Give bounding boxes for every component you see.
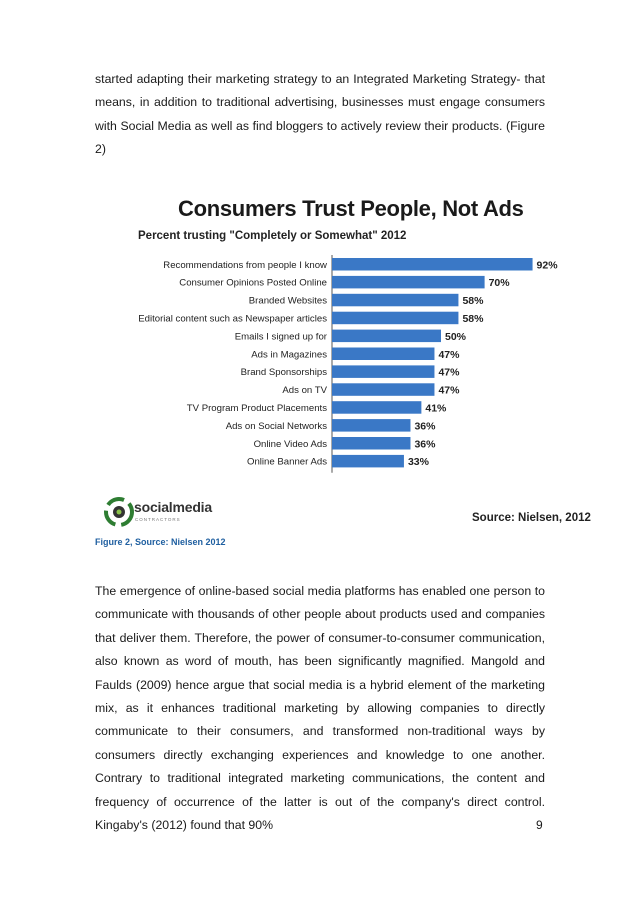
category-label: Ads on Social Networks [225,420,327,432]
bar [332,437,410,450]
category-label: TV Program Product Placements [186,402,327,414]
chart-subtitle: Percent trusting "Completely or Somewhat" 2012 [138,230,407,242]
chart-source: Source: Nielsen, 2012 [472,512,591,524]
body-paragraph-2: The emergence of online-based social media platforms has enabled one person to communicate with thousands of other people about products used and companies that deliver them. Therefore, the power of consumer-to-consumer communication, also known as word of mouth, has been significantly magnified. Mangold and Faulds (2009) hence argue that social media is a hybrid element of the marketing mix, as it enhances traditional marketing by allowing companies to directly communicate to their consumers, and transformed non-traditional ways by consumers directly exchanging experiences and knowledge to one another. Contrary to traditional integrated marketing communications, the content and frequency of occurrence of the latter is out of the company's direct control. Kingaby's (2012) found that 90% [95,584,545,833]
category-label: Online Video Ads [253,438,327,450]
bar [332,419,410,432]
page-number: 9 [536,818,543,832]
category-label: Recommendations from people I know [163,259,327,271]
value-label: 36% [414,420,436,433]
bar [332,365,434,378]
logo-subtext: CONTRACTORS [135,517,181,522]
socialmedia-logo [104,494,224,530]
bar [332,258,533,271]
category-label: Emails I signed up for [234,331,327,343]
category-label: Ads on TV [282,385,327,397]
bar [332,294,458,307]
value-label: 58% [462,312,484,325]
value-label: 47% [438,348,460,361]
bar [332,276,485,289]
value-label: 41% [425,402,447,415]
bar [332,455,404,468]
value-label: 50% [445,330,467,343]
figure-caption: Figure 2, Source: Nielsen 2012 [95,537,226,547]
bar [332,401,421,414]
bar-chart [100,250,580,482]
body-paragraph-1: started adapting their marketing strategy to an Integrated Marketing Strategy- that means, in addition to traditional advertising, businesses must engage consumers with Social Media as well as find bloggers to actively review their products. (Figure 2) [95,72,545,157]
value-label: 47% [438,384,460,397]
category-label: Editorial content such as Newspaper articles [138,313,327,325]
category-label: Brand Sponsorships [240,367,327,379]
bar [332,330,441,343]
category-label: Consumer Opinions Posted Online [179,277,327,289]
category-label: Ads in Magazines [251,349,327,361]
value-label: 47% [438,366,460,379]
bar [332,383,434,396]
value-label: 70% [488,277,510,290]
logo-mark-icon [104,496,134,528]
logo-text: socialmedia [134,499,212,515]
value-label: 36% [414,438,436,451]
chart-title: Consumers Trust People, Not Ads [178,196,524,221]
bar [332,312,458,325]
value-label: 33% [407,456,429,469]
value-label: 92% [536,259,558,272]
value-label: 58% [462,295,484,308]
bar [332,348,434,361]
category-label: Online Banner Ads [246,456,327,468]
category-label: Branded Websites [248,295,327,307]
figure-2 [100,192,591,532]
